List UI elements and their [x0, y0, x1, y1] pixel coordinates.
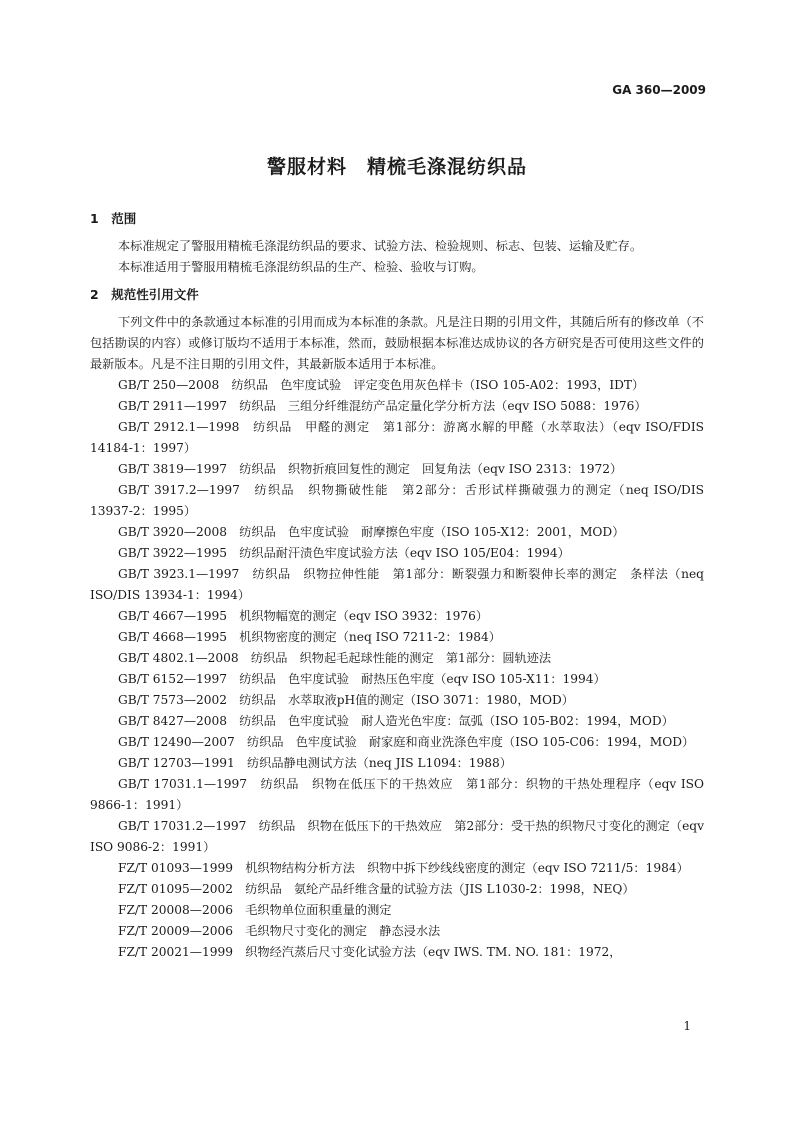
- reference-item: GB/T 2911—1997 纺织品 三组分纤维混纺产品定量化学分析方法（eqv ISO 5088：1976）: [118, 399, 647, 413]
- reference-item: GB/T 17031.2—1997 纺织品 织物在低压下的干热效应 第2部分：受干热的织物尺寸变化的测定（eqv ISO 9086-2：1991）: [90, 819, 704, 854]
- reference-item: GB/T 4802.1—2008 纺织品 织物起毛起球性能的测定 第1部分：圆轨迹法: [118, 651, 552, 665]
- reference-item: FZ/T 01093—1999 机织物结构分析方法 织物中拆下纱线线密度的测定（eqv ISO 7211/5：1984）: [118, 861, 689, 875]
- reference-item: GB/T 12703—1991 纺织品静电测试方法（neq JIS L1094：1988）: [118, 756, 512, 770]
- page-title: 警服材料 精梳毛涤混纺织品: [266, 156, 527, 178]
- reference-item: FZ/T 01095—2002 纺织品 氨纶产品纤维含量的试验方法（JIS L1030-2：1998，NEQ）: [118, 882, 635, 896]
- reference-item: GB/T 7573—2002 纺织品 水萃取液pH值的测定（ISO 3071：1980，MOD）: [118, 693, 574, 707]
- standard-code: GA 360—2009: [612, 83, 706, 97]
- reference-item: GB/T 250—2008 纺织品 色牢度试验 评定变色用灰色样卡（ISO 105-A02：1993，IDT）: [118, 378, 645, 392]
- scope-paragraph: 本标准规定了警服用精梳毛涤混纺织品的要求、试验方法、检验规则、标志、包装、运输及贮存。: [118, 239, 643, 253]
- reference-item: GB/T 4667—1995 机织物幅宽的测定（eqv ISO 3932：1976）: [118, 609, 489, 623]
- reference-item: GB/T 4668—1995 机织物密度的测定（neq ISO 7211-2：1984）: [118, 630, 501, 644]
- section-2-heading: 2 规范性引用文件: [90, 287, 199, 302]
- reference-item: GB/T 12490—2007 纺织品 色牢度试验 耐家庭和商业洗涤色牢度（ISO 105-C06：1994，MOD）: [118, 735, 695, 749]
- reference-item: GB/T 3922—1995 纺织品耐汗渍色牢度试验方法（eqv ISO 105/E04：1994）: [118, 546, 570, 560]
- reference-item: FZ/T 20008—2006 毛织物单位面积重量的测定: [118, 903, 392, 917]
- references-intro: 下列文件中的条款通过本标准的引用而成为本标准的条款。凡是注日期的引用文件，其随后所有的修改单（不包括勘误的内容）或修订版均不适用于本标准，然而，鼓励根据本标准达成协议的各方研究是否可使用这些文件的最新版本。凡是不注日期的引用文件，其最新版本适用于本标准。: [90, 315, 704, 371]
- reference-item: GB/T 6152—1997 纺织品 色牢度试验 耐热压色牢度（eqv ISO 105-X11：1994）: [118, 672, 606, 686]
- reference-item: GB/T 2912.1—1998 纺织品 甲醛的测定 第1部分：游离水解的甲醛（水萃取法）（eqv ISO/FDIS 14184-1：1997）: [90, 420, 704, 455]
- reference-item: FZ/T 20021—1999 织物经汽蒸后尺寸变化试验方法（eqv IWS. TM. NO. 181：1972，: [118, 945, 622, 959]
- document-body: [90, 210, 704, 963]
- reference-item: GB/T 3917.2—1997 纺织品 织物撕破性能 第2部分：舌形试样撕破强力的测定（neq ISO/DIS 13937-2：1995）: [90, 483, 704, 518]
- reference-item: FZ/T 20009—2006 毛织物尺寸变化的测定 静态浸水法: [118, 924, 441, 938]
- reference-item: GB/T 17031.1—1997 纺织品 织物在低压下的干热效应 第1部分：织物的干热处理程序（eqv ISO 9866-1：1991）: [90, 777, 704, 812]
- reference-item: GB/T 3819—1997 纺织品 织物折痕回复性的测定 回复角法（eqv ISO 2313：1972）: [118, 462, 623, 476]
- reference-item: GB/T 3923.1—1997 纺织品 织物拉伸性能 第1部分：断裂强力和断裂伸长率的测定 条样法（neq ISO/DIS 13934-1：1994）: [90, 567, 704, 602]
- scope-paragraph: 本标准适用于警服用精梳毛涤混纺织品的生产、检验、验收与订购。: [118, 260, 484, 274]
- reference-item: GB/T 3920—2008 纺织品 色牢度试验 耐摩擦色牢度（ISO 105-X12：2001，MOD）: [118, 525, 625, 539]
- reference-item: GB/T 8427—2008 纺织品 色牢度试验 耐人造光色牢度：氙弧（ISO 105-B02：1994，MOD）: [118, 714, 674, 728]
- page-number: 1: [683, 1019, 691, 1033]
- section-1-heading: 1 范围: [90, 211, 137, 226]
